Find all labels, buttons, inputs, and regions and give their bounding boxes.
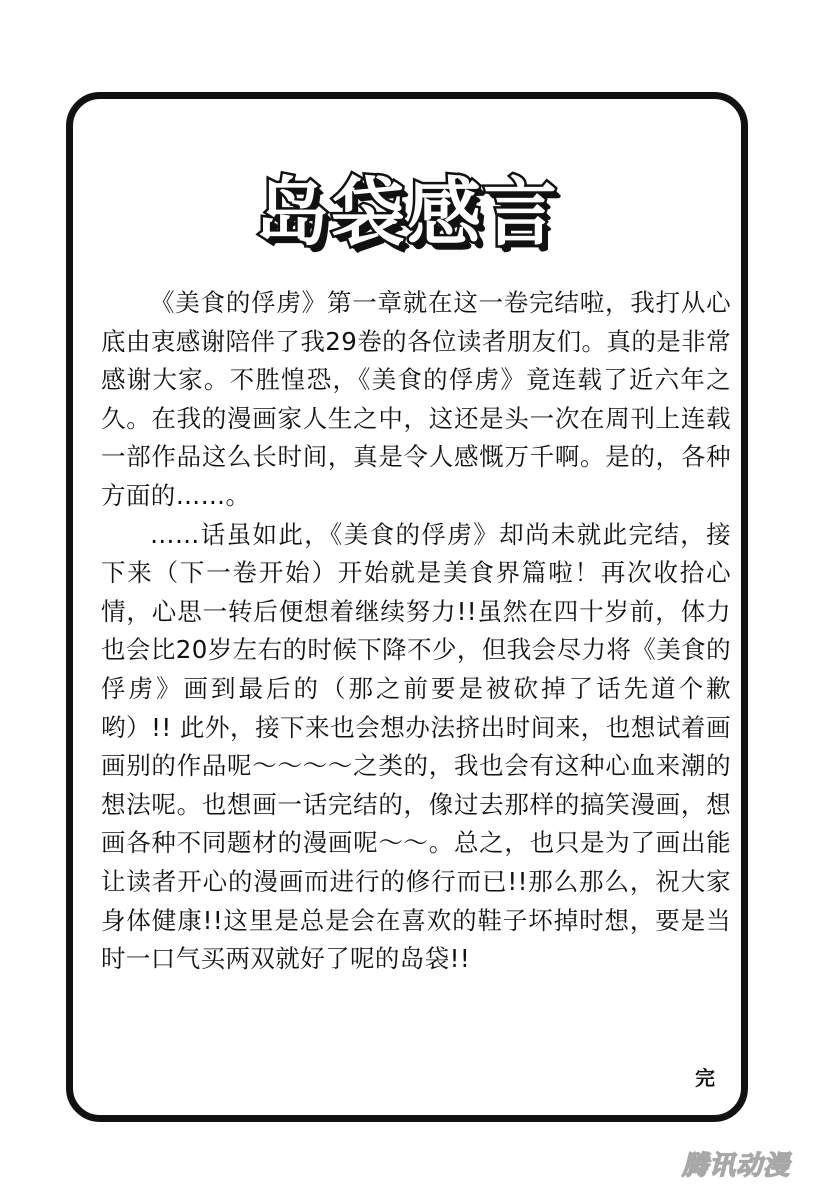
paragraph-1: 《美食的俘虏》第一章就在这一卷完结啦，我打从心底由衷感谢陪伴了我29卷的各位读者朋友们。真的是非常感谢大家。不胜惶恐，《美食的俘虏》竟连载了近六年之久。在我的漫画家人生之中，这还是头一次在周刊上连载一部作品这么长时间，真是令人感慨万千啊。是的，各种方面的……。 [101, 288, 731, 510]
paragraph-2: ……话虽如此，《美食的俘虏》却尚未就此完结，接下来（下一卷开始）开始就是美食界篇啦！再次收拾心情，心思一转后便想着继续努力!!虽然在四十岁前，体力也会比20岁左右的时候下降不少，但我会尽力将《美食的俘虏》画到最后的（那之前要是被砍掉了话先道个歉哟）!! 此外，接下来也会想办法挤出时间来，也想试着画画别的作品呢～～～～之类的，我也会有这种心血来潮的想法呢。也想画一话完结的，像过去那样的搞笑漫画，想画各种不同题材的漫画呢～～。总之，也只是为了画出能让读者开心的漫画而进行的修行而已!!那么那么，祝大家身体健康!!这里是总是会在喜欢的鞋子坏掉时想，要是当时一口气买两双就好了呢的岛袋!! [101, 519, 731, 974]
watermark-logo [668, 1146, 804, 1180]
page-title: 岛袋感言 [255, 170, 559, 256]
afterword-body [101, 284, 731, 979]
afterword-frame [66, 92, 748, 1122]
watermark-text: 腾讯动漫 [681, 1150, 790, 1181]
end-mark: 完 [695, 1066, 715, 1090]
